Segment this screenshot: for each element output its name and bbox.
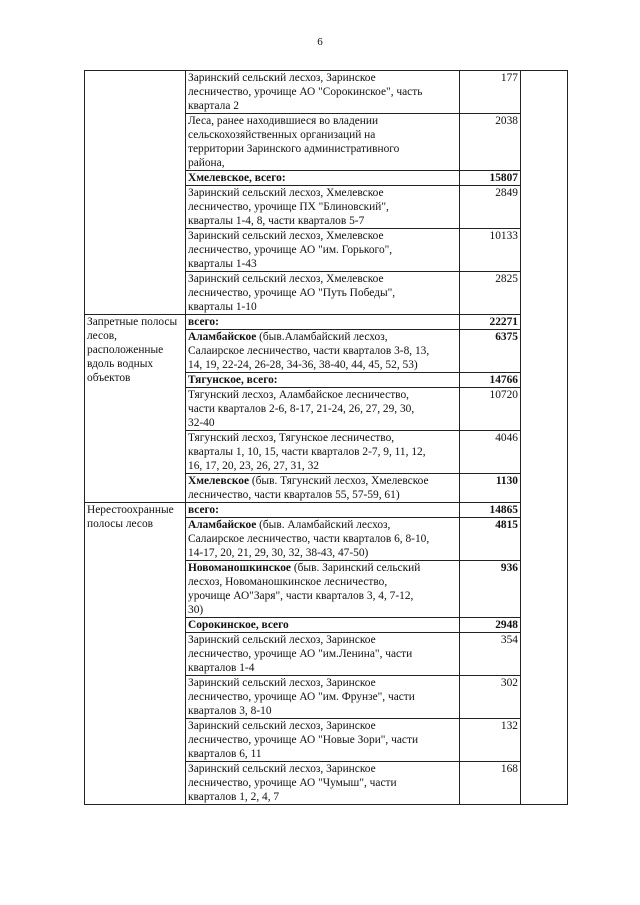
description-cell — [186, 518, 460, 561]
district-name: Аламбайское — [188, 519, 257, 531]
district-details: (быв. Заринский сельский лесхоз, Новоманошкинское лесничество, урочище АО"Заря", части кварталов 3, 4, 7-12, 30) — [188, 562, 421, 616]
area-value: 4046 — [460, 431, 521, 474]
area-value: 132 — [460, 719, 521, 762]
description-cell: Заринский сельский лесхоз, Заринское лесничество, урочище АО "им.Ленина", части кварталов 1-4 — [186, 633, 460, 676]
description-cell: Заринский сельский лесхоз, Заринское лесничество, урочище АО "им. Фрунзе", части кварталов 3, 8-10 — [186, 676, 460, 719]
district-name: Новоманошкинское — [188, 562, 291, 574]
district-details: (быв. Тягунский лесхоз, Хмелевское лесничество, части кварталов 55, 57-59, 61) — [188, 475, 429, 501]
subtotal-label: Хмелевское, всего: — [186, 171, 460, 186]
area-value: 177 — [460, 71, 521, 114]
description-cell: Заринский сельский лесхоз, Хмелевское лесничество, урочище АО "им. Горького", кварталы 1-43 — [186, 229, 460, 272]
area-value: 2849 — [460, 186, 521, 229]
area-value: 2038 — [460, 114, 521, 171]
subtotal-value: 14766 — [460, 373, 521, 388]
description-cell: Заринский сельский лесхоз, Заринское лесничество, урочище АО "Новые Зори", части кварталов 6, 11 — [186, 719, 460, 762]
area-value: 168 — [460, 762, 521, 805]
table-row — [85, 503, 568, 518]
description-cell: Тягунский лесхоз, Аламбайское лесничество, части кварталов 2-6, 8-17, 21-24, 26, 27, 29, 30, 32-40 — [186, 388, 460, 431]
description-cell — [186, 330, 460, 373]
category-cell: Нерестоохранные полосы лесов — [85, 503, 186, 805]
description-cell: Тягунский лесхоз, Тягунское лесничество, кварталы 1, 10, 15, части кварталов 2-7, 9, 11, 12, 16, 17, 20, 23, 26, 27, 31, 32 — [186, 431, 460, 474]
area-value: 1130 — [460, 474, 521, 503]
total-label: всего: — [186, 503, 460, 518]
area-value: 936 — [460, 561, 521, 618]
area-value: 10133 — [460, 229, 521, 272]
subtotal-label: Сорокинское, всего — [186, 618, 460, 633]
district-name: Хмелевское — [188, 475, 249, 487]
empty-column — [521, 71, 568, 805]
subtotal-label: Тягунское, всего: — [186, 373, 460, 388]
total-value: 22271 — [460, 315, 521, 330]
description-cell: Леса, ранее находившиеся во владении сельскохозяйственных организаций на территории Заринского административного района, — [186, 114, 460, 171]
area-value: 4815 — [460, 518, 521, 561]
table-body — [85, 71, 568, 805]
table-row — [85, 71, 568, 114]
description-cell — [186, 474, 460, 503]
subtotal-value: 15807 — [460, 171, 521, 186]
subtotal-value: 2948 — [460, 618, 521, 633]
description-cell: Заринский сельский лесхоз, Заринское лесничество, урочище АО "Сорокинское", часть квартала 2 — [186, 71, 460, 114]
category-cell — [85, 71, 186, 315]
category-cell: Запретные полосы лесов, расположенные вдоль водных объектов — [85, 315, 186, 503]
page-number: 6 — [317, 36, 323, 48]
district-details: (быв. Аламбайский лесхоз, Салаирское лесничество, части кварталов 6, 8-10, 14-17, 20, 21, 29, 30, 32, 38-43, 47-50) — [188, 519, 430, 559]
table-row — [85, 315, 568, 330]
area-value: 2825 — [460, 272, 521, 315]
forest-area-table — [84, 70, 568, 805]
district-details: (быв.Аламбайский лесхоз, Салаирское лесничество, части кварталов 3-8, 13, 14, 19, 22-24, 26-28, 34-36, 38-40, 44, 45, 52, 53) — [188, 331, 430, 371]
total-label: всего: — [186, 315, 460, 330]
description-cell: Заринский сельский лесхоз, Заринское лесничество, урочище АО "Чумыш", части кварталов 1, 2, 4, 7 — [186, 762, 460, 805]
area-value: 6375 — [460, 330, 521, 373]
total-value: 14865 — [460, 503, 521, 518]
description-cell: Заринский сельский лесхоз, Хмелевское лесничество, урочище АО "Путь Победы", кварталы 1-10 — [186, 272, 460, 315]
area-value: 10720 — [460, 388, 521, 431]
description-cell: Заринский сельский лесхоз, Хмелевское лесничество, урочище ПХ "Блиновский", кварталы 1-4, 8, части кварталов 5-7 — [186, 186, 460, 229]
area-value: 302 — [460, 676, 521, 719]
area-value: 354 — [460, 633, 521, 676]
description-cell — [186, 561, 460, 618]
district-name: Аламбайское — [188, 331, 257, 343]
